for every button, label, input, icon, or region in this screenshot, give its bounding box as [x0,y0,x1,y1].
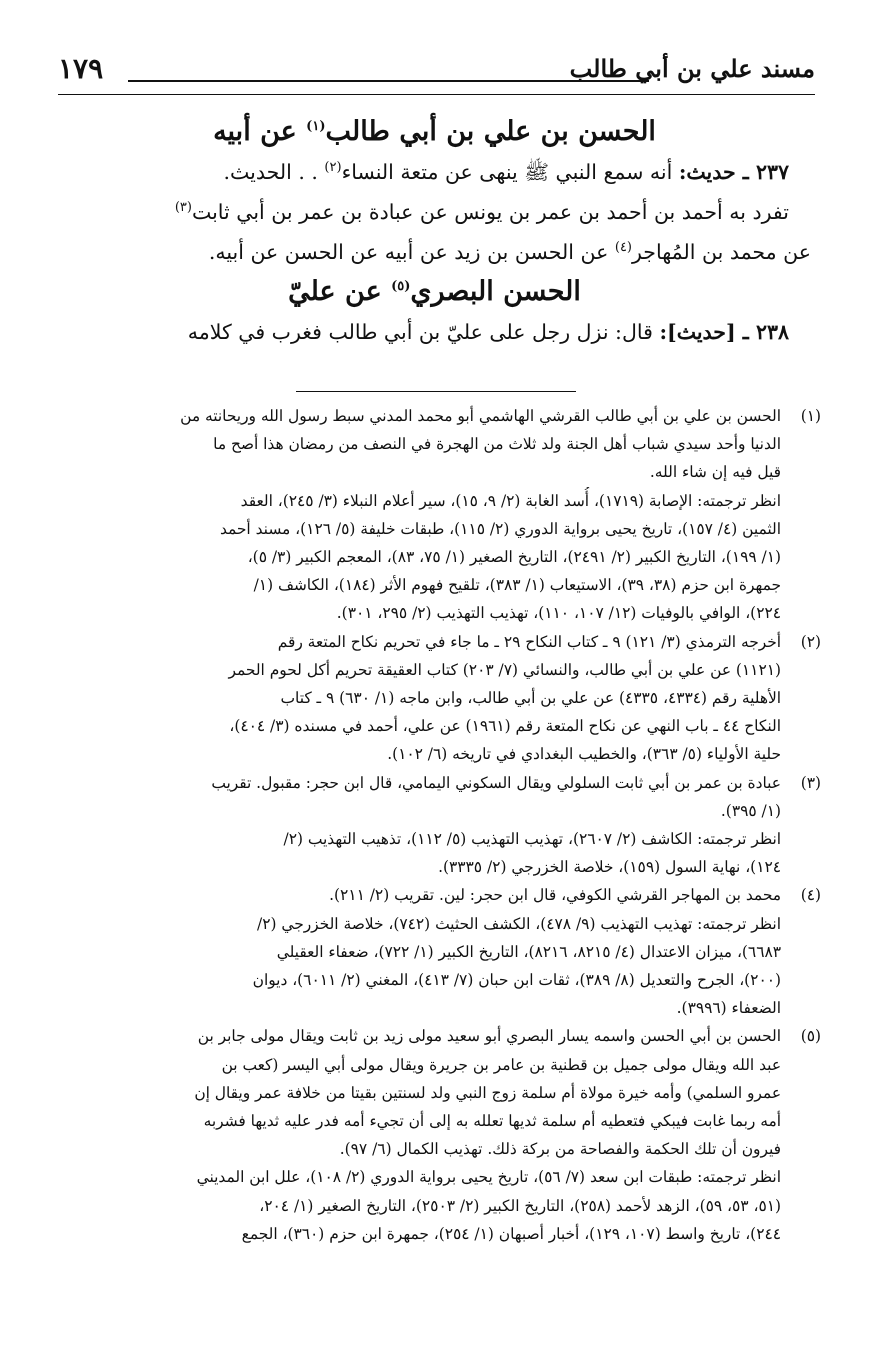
footnote [58,769,821,882]
header-rule [128,80,649,82]
footnote-line: ٦٦٨٣)، ميزان الاعتدال (٤/ ٨٢١٥، ٨٢١٦)، التاريخ الكبير (١/ ٧٢٢)، ضعفاء العقيلي [276,942,781,961]
footnote-number: (٤) [800,886,821,905]
hadith-238: ٢٣٨ ـ [حديث]: قال: نزل رجل على عليّ بن أبي طالب فغرب في كلامه [187,320,789,344]
section-heading-hasan-basri: الحسن البصري$^{(٥)}$ عن عليّ [288,276,581,307]
header-underline [58,94,815,95]
footnote-line: الأهلية رقم (٤٣٣٤، ٤٣٣٥) عن علي بن أبي طالب، وابن ماجه (١/ ٦٣٠) ٩ ـ كتاب [280,689,781,708]
footnote-line: الحسن بن أبي الحسن واسمه يسار البصري أبو سعيد مولى زيد بن ثابت ويقال مولى جابر بن [197,1027,781,1046]
footnote-number: (١) [800,407,821,425]
footnote-line: ٢٤٤)، تاريخ واسط (١٠٧، ١٢٩)، أخبار أصبهان (١/ ٢٥٤)، جمهرة ابن حزم (٣٦٠)، الجمع [241,1224,781,1243]
footnote-line: الدنيا وأحد سيدي شباب أهل الجنة ولد ثلاث من الهجرة في النصف من رمضان هذا أصح ما [213,435,781,454]
footnote-line: محمد بن المهاجر القرشي الكوفي، قال ابن حجر: لين. تقريب (٢/ ٢١١). [329,886,781,905]
footnote-ref-2: (٢) [324,160,342,176]
footnote-line: عمرو السلمي) وأمه خيرة مولاة أم سلمة زوج النبي ولد لسنتين بقيتا من خلافة عمر ويقال إن [194,1083,781,1102]
footnote-ref-5: (٥) [391,279,411,294]
footnote [58,881,821,1022]
footnote-line: انظر ترجمته: الكاشف (٢/ ٢٦٠٧)، تهذيب التهذيب (٥/ ١١٢)، تذهيب التهذيب (٢/ [283,830,781,849]
footnote-line: النكاح ٤٤ ـ باب النهي عن نكاح المتعة رقم (١٩٦١) عن علي، أحمد في مسنده (٣/ ٤٠٤)، [229,717,781,736]
page-number: ١٧٩ [58,52,104,85]
footnote-line: قيل فيه إن شاء الله. [649,463,781,482]
running-title: مسند علي بن أبي طالب [569,54,815,83]
footnote [58,1022,821,1248]
footnotes [58,402,821,1248]
footnote-line: الضعفاء (٣٩٩٦). [676,999,781,1018]
footnote-number: (٢) [800,632,821,651]
footnote-line: الحسن بن علي بن أبي طالب القرشي الهاشمي أبو محمد المدني سبط رسول الله وريحانته من [180,407,781,425]
footnote-line: أمه ربما غابت فيبكي فتعطيه أم سلمة ثديها تعلله به إلى أن تجيء أمه فدر عليه ثديها فشربه [203,1112,781,1131]
footnote-line: فيرون أن تلك الحكمة والفصاحة من بركة ذلك. تهذيب الكمال (٦/ ٩٧). [339,1140,781,1159]
footnote-separator [296,391,576,392]
footnote-line: الثمين (٤/ ١٥٧)، تاريخ يحيى برواية الدوري (٢/ ١١٥)، طبقات خليفة (٥/ ١٢٦)، مسند أحمد [219,519,781,538]
footnote-line: انظر ترجمته: الإصابة (١٧١٩)، أُسد الغابة (٢/ ٩، ١٥)، سير أعلام النبلاء (٣/ ٢٤٥)، العقد [240,491,781,510]
hadith-237-isnad-line: عن محمد بن المُهاجر$^{(٤)}$ عن الحسن بن زيد عن أبيه عن الحسن عن أبيه. [208,240,811,264]
hadith-237-isnad-line: تفرد به أحمد بن أحمد بن عمر بن يونس عن عبادة بن عمر بن أبي ثابت$^{(٣)}$ [174,200,789,224]
section-heading-hasan-ibn-ali: الحسن بن علي بن أبي طالب$^{(١)}$ عن أبيه [213,116,656,147]
footnote-ref-3: (٣) [174,200,192,216]
running-header [58,52,815,94]
footnote-line: ١٢٤)، نهاية السول (١٥٩)، خلاصة الخزرجي (٢/ ٣٣٣٥). [438,858,781,877]
footnote-line: انظر ترجمته: طبقات ابن سعد (٧/ ٥٦)، تاريخ يحيى برواية الدوري (٢/ ١٠٨)، علل ابن المديني [196,1168,781,1187]
footnote-line: حلية الأولياء (٥/ ٣٦٣)، والخطيب البغدادي في تاريخه (٦/ ١٠٢). [387,745,781,764]
footnote [58,402,821,628]
footnote-line: (٥١، ٥٣، ٥٩)، الزهد لأحمد (٢٥٨)، التاريخ الكبير (٢/ ٢٥٠٣)، التاريخ الصغير (١/ ٢٠٤، [259,1196,781,1215]
footnote-ref-1: (١) [306,119,326,134]
footnote-ref-4: (٤) [614,240,632,256]
hadith-number: ٢٣٧ ـ حديث: [678,160,789,184]
footnote-line: (١/ ٣٩٥). [720,801,781,820]
hadith-237: ٢٣٧ ـ حديث: أنه سمع النبي ﷺ ينهى عن متعة النساء$^{(٢)}$ . . الحديث. [223,160,789,184]
footnote-line: (١/ ١٩٩)، التاريخ الكبير (٢/ ٢٤٩١)، التاريخ الصغير (١/ ٧٥، ٨٣)، المعجم الكبير (٣/ ٥)، [247,548,781,567]
footnote-number: (٣) [800,773,821,792]
footnote-number: (٥) [800,1027,821,1046]
footnote-line: (١١٢١) عن علي بن أبي طالب، والنسائي (٧/ ٢٠٣) كتاب العقيقة تحريم أكل لحوم الحمر [228,660,781,679]
footnote-line: أخرجه الترمذي (٣/ ١٢١) ٩ ـ كتاب النكاح ٢٩ ـ ما جاء في تحريم نكاح المتعة رقم [277,632,781,651]
footnote-line: (٢٠٠)، الجرح والتعديل (٨/ ٣٨٩)، ثقات ابن حبان (٧/ ٤١٣)، المغني (٢/ ٦٠١١)، ديوان [252,971,781,990]
footnote-line: جمهرة ابن حزم (٣٨، ٣٩)، الاستيعاب (١/ ٣٨٣)، تلقيح فهوم الأثر (١٨٤)، الكاشف (١/ [253,576,781,595]
footnote-line: عبادة بن عمر بن أبي ثابت السلولي ويقال السكوني اليمامي، قال ابن حجر: مقبول. تقريب [211,773,781,792]
footnote-line: انظر ترجمته: تهذيب التهذيب (٩/ ٤٧٨)، الكشف الحثيث (٧٤٢)، خلاصة الخزرجي (٢/ [257,914,781,933]
hadith-number: ٢٣٨ ـ [حديث]: [659,320,789,344]
footnote-line: ٢٢٤)، الوافي بالوفيات (١٢/ ١٠٧، ١١٠)، تهذيب التهذيب (٢/ ٢٩٥، ٣٠١). [336,604,781,623]
footnote-line: عبد الله ويقال مولى جميل بن قطنية بن عامر بن جريرة ويقال مولى أبي اليسر (كعب بن [221,1055,781,1074]
footnote [58,628,821,769]
main-text [58,112,811,352]
